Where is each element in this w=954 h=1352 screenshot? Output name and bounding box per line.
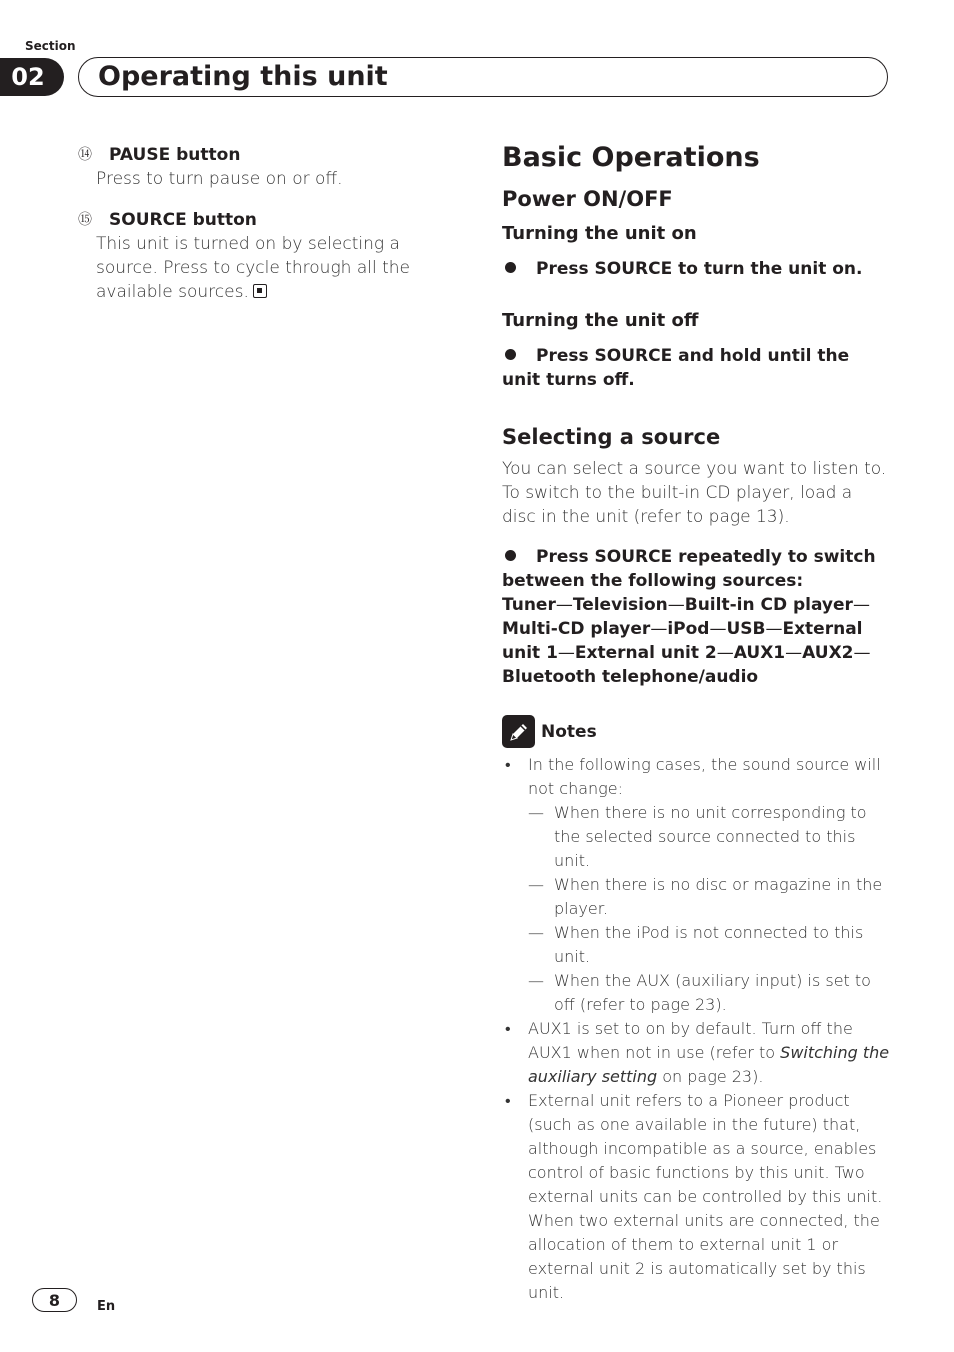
section-label: Section [25, 39, 76, 53]
turning-off-step [502, 344, 890, 392]
step-bullet-icon [505, 262, 516, 273]
source-separator: — [667, 595, 685, 615]
source-separator: — [557, 643, 575, 663]
source-separator: — [555, 595, 573, 615]
source-name: External unit 1 [502, 619, 863, 663]
step-text: Press SOURCE to turn the unit on. [536, 259, 863, 279]
section-number-badge: 02 [0, 58, 64, 96]
dash: — [528, 923, 544, 942]
step-text: Press SOURCE repeatedly to switch between the following sources: [502, 547, 876, 591]
source-name: AUX1 [733, 643, 786, 663]
source-separator: — [853, 643, 871, 663]
source-separator: — [650, 619, 668, 639]
right-column [502, 140, 890, 1305]
source-name: Tuner [502, 595, 556, 615]
item-source [78, 208, 463, 304]
step-bullet-icon [505, 349, 516, 360]
notes-label: Notes [541, 721, 597, 742]
note-subitem [528, 801, 890, 873]
dash: — [528, 803, 544, 822]
power-heading: Power ON/OFF [502, 187, 673, 211]
main-heading: Basic Operations [502, 142, 760, 173]
notes-header [502, 715, 890, 748]
bullet: • [505, 1091, 511, 1110]
note-subtext: When there is no disc or magazine in the player. [554, 875, 883, 918]
source-name: USB [726, 619, 766, 639]
pencil-icon [502, 715, 535, 748]
source-separator: — [852, 595, 870, 615]
item-number: ⑮ [78, 212, 92, 228]
item-title: PAUSE button [109, 145, 241, 165]
selecting-paragraph: You can select a source you want to listen to. To switch to the built-in CD player, load a disc in the unit (refer to page 13). [502, 459, 887, 527]
notes-list [502, 753, 890, 1305]
bullet: • [505, 1019, 511, 1038]
page-number: 8 [32, 1288, 77, 1312]
item-body: Press to turn pause on or off. [96, 169, 343, 189]
source-separator: — [785, 643, 803, 663]
item-body-wrap [78, 232, 463, 304]
source-separator: — [765, 619, 783, 639]
source-name: Multi-CD player [502, 619, 651, 639]
note-subitem [528, 969, 890, 1017]
source-name: iPod [667, 619, 710, 639]
step-text: Press SOURCE and hold until the unit turns off. [502, 346, 850, 390]
end-mark-icon [253, 284, 267, 298]
selecting-step [502, 545, 890, 593]
note-text: External unit refers to a Pioneer product (such as one available in the future) that, although incompatible as a source, enables control of basic functions by this unit. Two external units can be controlled by this unit. When two external units are connected, the allocation of them to external unit 1 or external unit 2 is automatically set by this unit. [528, 1091, 883, 1302]
step-bullet-icon [505, 550, 516, 561]
note-subtext: When the AUX (auxiliary input) is set to off (refer to page 23). [554, 971, 871, 1014]
left-column [78, 143, 463, 304]
turning-on-step [502, 257, 890, 281]
source-name: Built-in CD player [684, 595, 853, 615]
note-subitem [528, 921, 890, 969]
source-sequence [502, 593, 890, 689]
source-name: AUX2 [802, 643, 854, 663]
item-number: ⑭ [78, 147, 92, 163]
language-code: En [97, 1299, 116, 1314]
note-subtext: When there is no unit corresponding to the selected source connected to this unit. [554, 803, 867, 870]
note-sublist [528, 801, 890, 1017]
note-text: AUX1 is set to on by default. Turn off the AUX1 when not in use (refer to [528, 1019, 853, 1062]
section-title: Operating this unit [98, 61, 388, 92]
note-text: In the following cases, the sound source will not change: [528, 755, 881, 798]
turning-off-heading: Turning the unit off [502, 310, 699, 331]
source-name: Television [572, 595, 668, 615]
note-item [502, 753, 890, 1017]
note-item [502, 1017, 890, 1089]
note-italic-ref: Switching the auxiliary setting [528, 1043, 890, 1086]
source-separator: — [716, 643, 734, 663]
source-name: Bluetooth telephone/audio [502, 667, 759, 687]
dash: — [528, 875, 544, 894]
source-separator: — [709, 619, 727, 639]
dash: — [528, 971, 544, 990]
source-name: External unit 2 [574, 643, 717, 663]
note-subitem [528, 873, 890, 921]
item-body: This unit is turned on by selecting a source. Press to cycle through all the available sources. [96, 234, 410, 302]
note-subtext: When the iPod is not connected to this unit. [554, 923, 864, 966]
note-item [502, 1089, 890, 1305]
item-pause [78, 143, 463, 191]
item-title: SOURCE button [109, 210, 257, 230]
selecting-heading: Selecting a source [502, 425, 721, 449]
turning-on-heading: Turning the unit on [502, 223, 697, 244]
bullet: • [505, 755, 511, 774]
note-text: on page 23). [657, 1067, 764, 1086]
